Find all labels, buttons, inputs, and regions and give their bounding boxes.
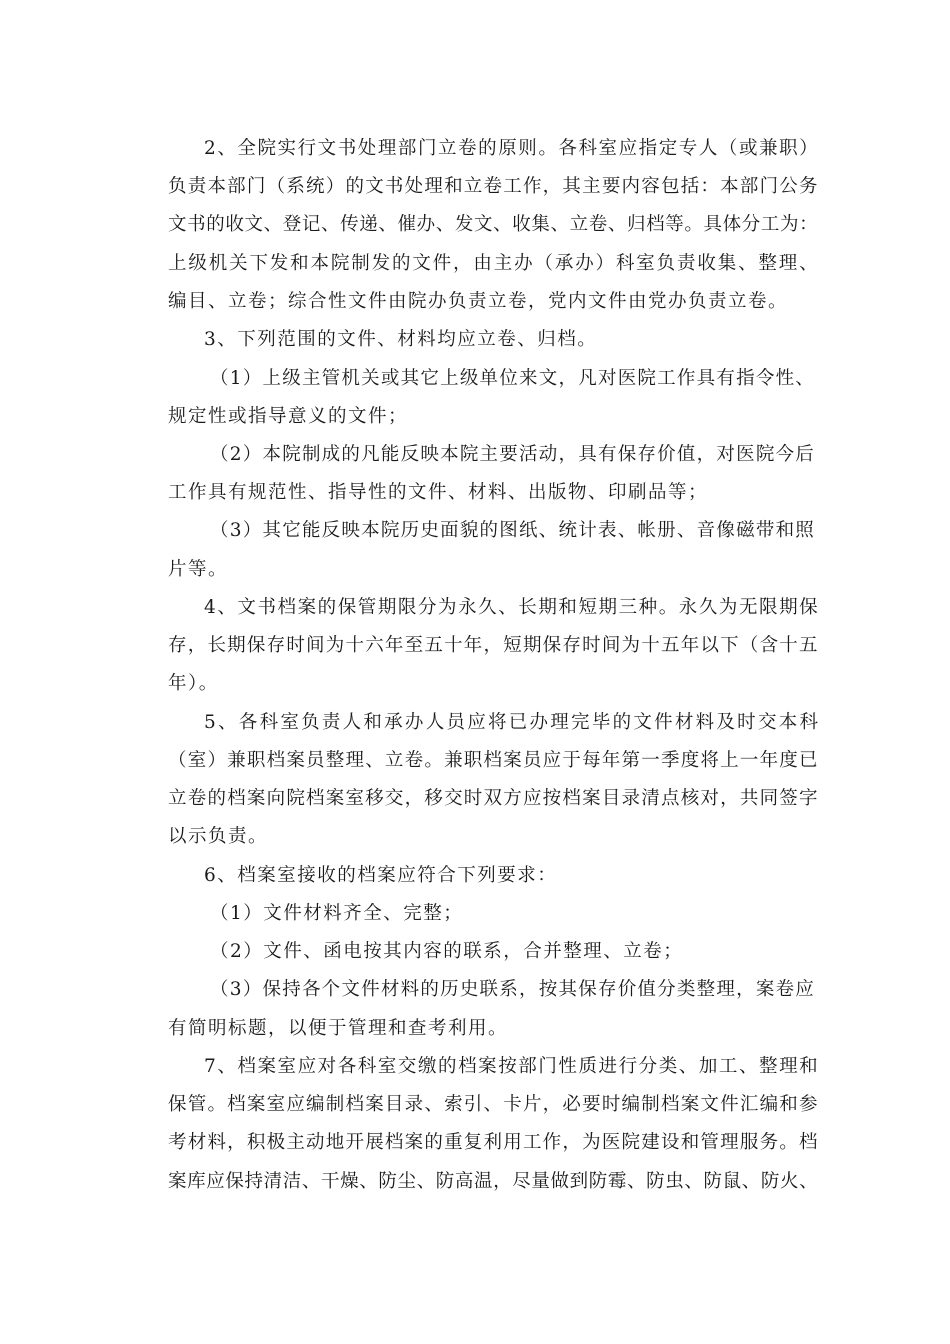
- paragraph-6-line-1: 6、档案室接收的档案应符合下列要求：: [204, 865, 558, 886]
- paragraph-5-line-4: 以示负责。: [168, 826, 269, 847]
- item-3-2-line-2: 工作具有规范性、指导性的文件、材料、出版物、印刷品等；: [168, 482, 709, 503]
- item-3-3-line-1: （ 3 ） 其 它 能 反 映 本 院 历 史 面 貌 的 图 纸 、 统 计 表 、 帐 册 、 音 像 磁 带 和 照: [210, 520, 814, 541]
- paragraph-2-line-3: 文 书 的 收 文 、 登 记 、 传 递 、 催 办 、 发 文 、 收 集 、 立 卷 、 归 档 等 。 具 体 分 工 为 ：: [168, 214, 818, 235]
- paragraph-5-line-1: 5 、 各 科 室 负 责 人 和 承 办 人 员 应 将 已 办 理 完 毕 的 文 件 材 料 及 时 交 本 科: [204, 712, 818, 733]
- paragraph-5-line-2: （ 室 ） 兼 职 档 案 员 整 理 、 立 卷 。 兼 职 档 案 员 应 于 每 年 第 一 季 度 将 上 一 年 度 已: [168, 750, 818, 771]
- paragraph-7-line-2: 保 管 。 档 案 室 应 编 制 档 案 目 录 、 索 引 、 卡 片 ， 必 要 时 编 制 档 案 文 件 汇 编 和 参: [168, 1094, 818, 1115]
- item-3-3-line-2: 片等。: [168, 559, 229, 580]
- paragraph-7-line-1: 7 、 档 案 室 应 对 各 科 室 交 缴 的 档 案 按 部 门 性 质 进 行 分 类 、 加 工 、 整 理 和: [204, 1056, 818, 1077]
- paragraph-2-line-5: 编目、立卷；综合性文件由院办负责立卷，党内文件由党办负责立卷。: [168, 291, 789, 312]
- paragraph-7-line-4: 案 库 应 保 持 清 洁 、 干 燥 、 防 尘 、 防 高 温 ， 尽 量 做 到 防 霉 、 防 虫 、 防 鼠 、 防 火 、: [168, 1171, 818, 1192]
- paragraph-4-line-2: 存 ， 长 期 保 存 时 间 为 十 六 年 至 五 十 年 ， 短 期 保 存 时 间 为 十 五 年 以 下 （ 含 十 五: [168, 635, 818, 656]
- paragraph-2-line-2: 负 责 本 部 门 （ 系 统 ） 的 文 书 处 理 和 立 卷 工 作 ， 其 主 要 内 容 包 括 ： 本 部 门 公 务: [168, 176, 818, 197]
- item-6-3-line-2: 有简明标题，以便于管理和查考利用。: [168, 1018, 509, 1039]
- paragraph-7-line-3: 考 材 料 ， 积 极 主 动 地 开 展 档 案 的 重 复 利 用 工 作 ， 为 医 院 建 设 和 管 理 服 务 。 档: [168, 1132, 818, 1153]
- paragraph-2-line-4: 上 级 机 关 下 发 和 本 院 制 发 的 文 件 ， 由 主 办 （ 承 办 ） 科 室 负 责 收 集 、 整 理 、: [168, 253, 818, 274]
- item-6-1: （1）文件材料齐全、完整；: [210, 903, 464, 924]
- item-3-1-line-1: （ 1 ） 上 级 主 管 机 关 或 其 它 上 级 单 位 来 文 ， 凡 对 医 院 工 作 具 有 指 令 性 、: [210, 368, 814, 389]
- paragraph-2-line-1: 2 、 全 院 实 行 文 书 处 理 部 门 立 卷 的 原 则 。 各 科 室 应 指 定 专 人 （ 或 兼 职 ）: [204, 138, 818, 159]
- paragraph-3-line-1: 3、下列范围的文件、材料均应立卷、归档。: [204, 329, 598, 350]
- paragraph-4-line-1: 4 、 文 书 档 案 的 保 管 期 限 分 为 永 久 、 长 期 和 短 期 三 种 。 永 久 为 无 限 期 保: [204, 597, 818, 618]
- paragraph-5-line-3: 立 卷 的 档 案 向 院 档 案 室 移 交 ， 移 交 时 双 方 应 按 档 案 目 录 清 点 核 对 ， 共 同 签 字: [168, 788, 818, 809]
- item-3-2-line-1: （ 2 ） 本 院 制 成 的 凡 能 反 映 本 院 主 要 活 动 ， 具 有 保 存 价 值 ， 对 医 院 今 后: [210, 444, 814, 465]
- item-6-3-line-1: （ 3 ） 保 持 各 个 文 件 材 料 的 历 史 联 系 ， 按 其 保 存 价 值 分 类 整 理 ， 案 卷 应: [210, 979, 814, 1000]
- paragraph-4-line-3: 年）。: [168, 673, 219, 694]
- item-6-2: （2）文件、函电按其内容的联系，合并整理、立卷；: [210, 941, 684, 962]
- item-3-1-line-2: 规定性或指导意义的文件；: [168, 406, 409, 427]
